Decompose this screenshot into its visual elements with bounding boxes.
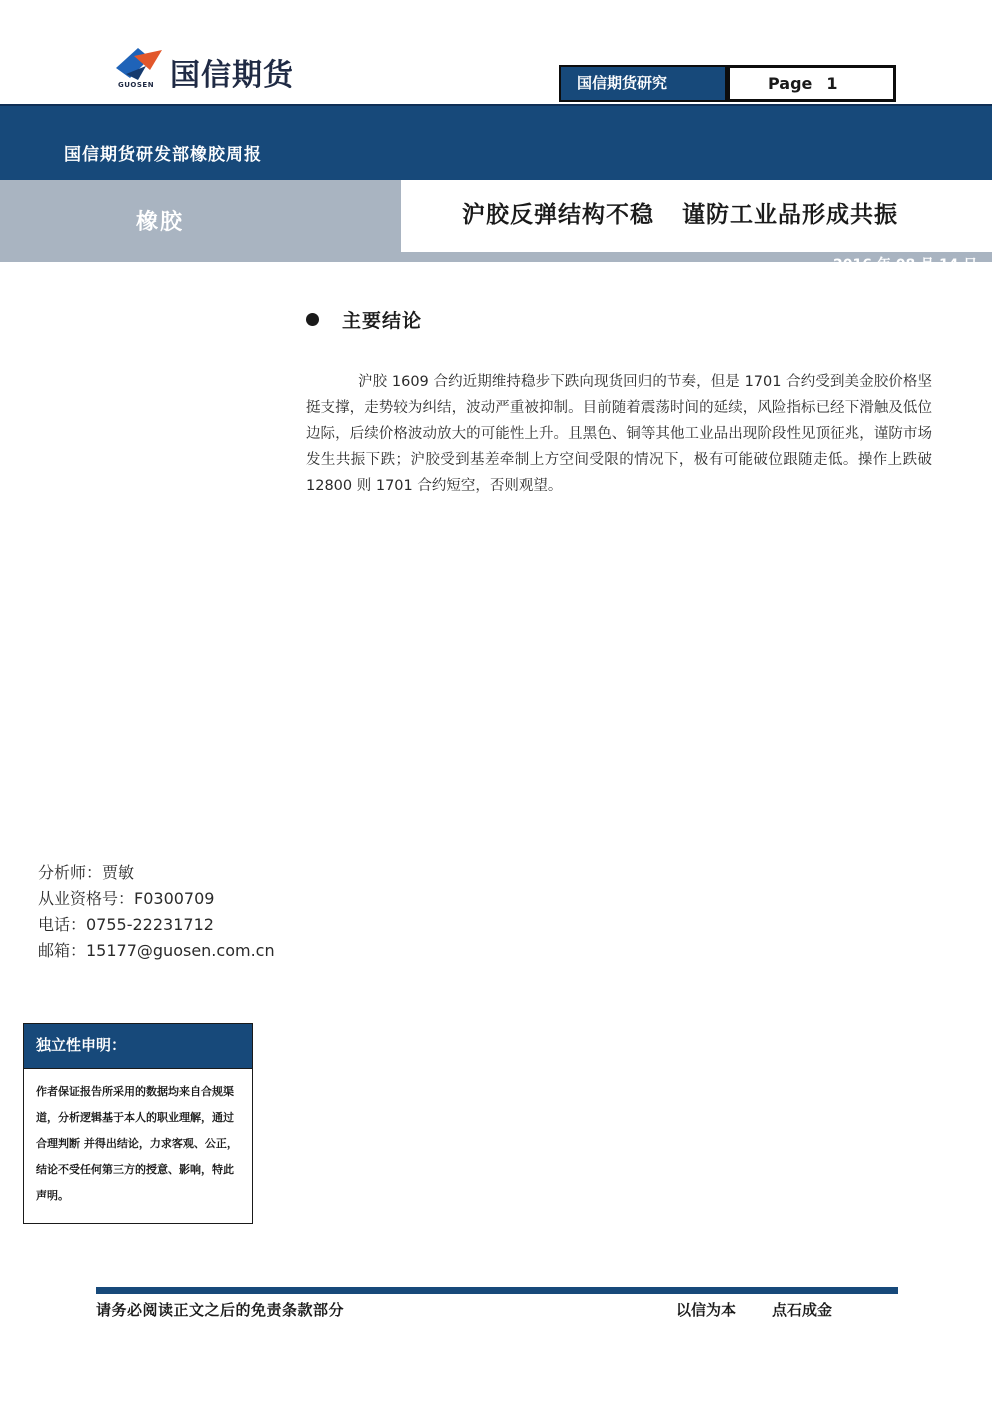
section-title: 主要结论 — [342, 310, 423, 332]
statement-body: 作者保证报告所采用的数据均来自合规渠道，分析逻辑基于本人的职业理解，通过合理判断 并得出结论，力求客观、公正，结论不受任何第三方的授意、影响，特此声明。 — [36, 1085, 238, 1202]
brand-name: 国信期货 — [170, 58, 294, 93]
statement-title: 独立性申明： — [24, 1024, 252, 1069]
brand-name-en: GUOSEN — [118, 81, 155, 89]
headline-part-2: 谨防工业品形成共振 — [682, 202, 898, 228]
page-label: Page — [768, 74, 813, 93]
analyst-info — [38, 860, 275, 964]
analyst-phone: 电话：0755-22231712 — [38, 915, 214, 934]
headline-part-1: 沪胶反弹结构不稳 — [462, 202, 654, 228]
summary-paragraph: 沪胶 1609 合约近期维持稳步下跌向现货回归的节奏，但是 1701 合约受到美金胶价格坚挺支撑，走势较为纠结，波动严重被抑制。目前随着震荡时间的延续，风险指标已经下滑触及低位边际，后续价格波动放大的可能性上升。且黑色、铜等其他工业品出现阶段性见顶征兆，谨防市场发生共振下跌；沪胶受到基差牵制上方空间受限的情况下，极有可能破位跟随走低。操作上跌破 12800 则 1701 合约短空，否则观望。 — [306, 374, 932, 494]
footer-slogan — [676, 1299, 832, 1320]
report-series-title: 国信期货研发部橡胶周报 — [64, 145, 262, 165]
page-number: 1 — [826, 74, 838, 93]
report-date: 2016 年 08 月 14 日 — [833, 257, 978, 273]
bullet-icon — [306, 313, 319, 326]
footer-divider — [96, 1287, 898, 1294]
independence-statement — [23, 1023, 253, 1224]
analyst-email: 邮箱：15177@guosen.com.cn — [38, 941, 275, 960]
footer-slogan-2: 点石成金 — [772, 1301, 833, 1319]
guosen-logo — [116, 48, 346, 92]
page-indicator — [727, 65, 896, 102]
guosen-logo-icon — [116, 48, 166, 82]
analyst-license: 从业资格号：F0300709 — [38, 889, 215, 908]
report-headline — [462, 196, 898, 229]
research-label: 国信期货研究 — [559, 65, 727, 102]
footer-disclaimer: 请务必阅读正文之后的免责条款部分 — [96, 1301, 345, 1319]
analyst-name: 分析师：贾敏 — [38, 863, 135, 882]
footer-slogan-1: 以信为本 — [676, 1301, 737, 1319]
category-label: 橡胶 — [136, 210, 185, 235]
